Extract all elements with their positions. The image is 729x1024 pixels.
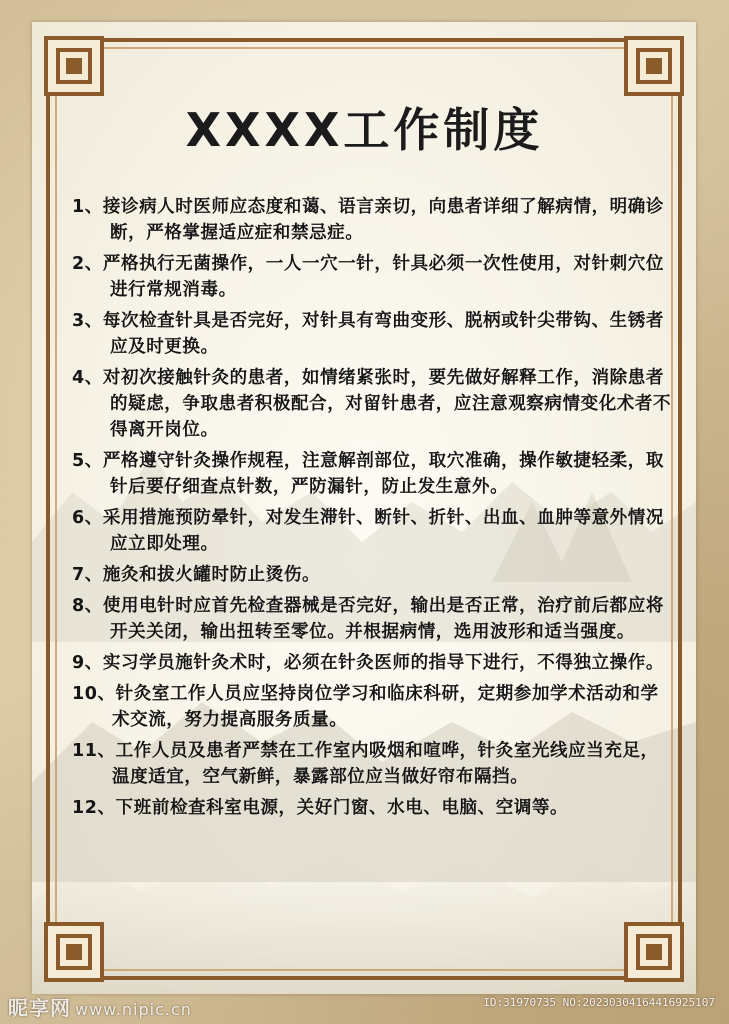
corner-knot-top-right xyxy=(626,38,682,94)
rules-list xyxy=(72,194,672,826)
document-title: XXXX工作制度 xyxy=(185,103,544,157)
watermark-id: ID:31970735 NO:20230304164416925107 xyxy=(483,996,715,1009)
watermark-url: www.nipic.cn xyxy=(75,1000,192,1019)
rule-item: 11、工作人员及患者严禁在工作室内吸烟和喧哗，针灸室光线应当充足，温度适宜，空气新鲜，暴露部位应当做好帘布隔挡。 xyxy=(72,741,659,787)
rule-item: 4、对初次接触针灸的患者，如情绪紧张时，要先做好解释工作，消除患者的疑虑，争取患者积极配合，对留针患者，应注意观察病情变化术者不得离开岗位。 xyxy=(72,368,672,440)
rule-item: 1、接诊病人时医师应态度和蔼、语言亲切，向患者详细了解病情，明确诊断，严格掌握适应症和禁忌症。 xyxy=(72,197,664,243)
rule-item: 6、采用措施预防晕针，对发生滞针、断针、折针、出血、血肿等意外情况应立即处理。 xyxy=(72,508,664,554)
rule-item: 2、严格执行无菌操作，一人一穴一针，针具必须一次性使用，对针刺穴位进行常规消毒。 xyxy=(72,254,664,300)
corner-knot-bottom-right xyxy=(626,924,682,980)
rule-item: 5、严格遵守针灸操作规程，注意解剖部位，取穴准确，操作敏捷轻柔，取针后要仔细查点针数，严防漏针，防止发生意外。 xyxy=(72,451,664,497)
rule-item: 8、使用电针时应首先检查器械是否完好，输出是否正常，治疗前后都应将开关关闭，输出扭转至零位。并根据病情，选用波形和适当强度。 xyxy=(72,596,664,642)
rule-item: 7、施灸和拔火罐时防止烫伤。 xyxy=(72,565,321,585)
corner-knot-bottom-left xyxy=(46,924,102,980)
rule-item: 12、下班前检查科室电源，关好门窗、水电、电脑、空调等。 xyxy=(72,798,569,818)
rule-item: 10、针灸室工作人员应坚持岗位学习和临床科研，定期参加学术活动和学术交流，努力提高服务质量。 xyxy=(72,684,659,730)
corner-knot-top-left xyxy=(46,38,102,94)
rule-item: 9、实习学员施针灸术时，必须在针灸医师的指导下进行，不得独立操作。 xyxy=(72,653,664,673)
site-watermark-logo xyxy=(8,992,192,1021)
watermark-logo-text: 昵享网 xyxy=(8,996,71,1020)
rule-item: 3、每次检查针具是否完好，对针具有弯曲变形、脱柄或针尖带钩、生锈者应及时更换。 xyxy=(72,311,664,357)
